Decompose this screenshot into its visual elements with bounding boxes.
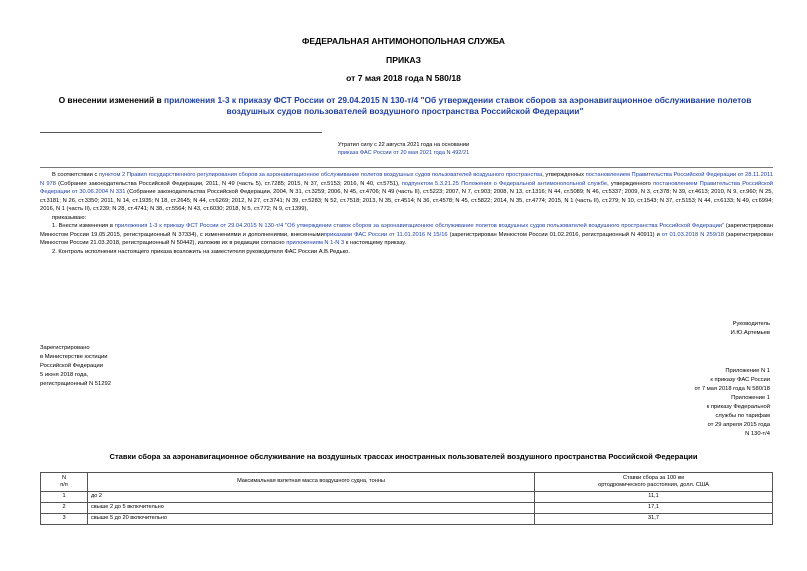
signature-block xyxy=(731,320,770,337)
cell-rate: 31,7 xyxy=(535,514,773,525)
document-body xyxy=(40,171,773,256)
signature-position: Руководитель xyxy=(732,321,770,327)
appendix-line: от 7 мая 2018 года N 580/18 xyxy=(694,385,770,392)
paragraph-order: приказываю: xyxy=(52,214,87,221)
header-mass: Максимальная взлетная масса воздушного судна, тонны xyxy=(88,473,535,492)
appendix-block xyxy=(695,367,771,439)
header-text: п/п xyxy=(60,482,68,488)
cell-rate: 11,1 xyxy=(535,492,773,503)
text: (зарегистрирован Минюстом России 19.05.2015, регистрационный N 37334), с изменениями и дополнениями, внесенными xyxy=(40,223,773,238)
table-row xyxy=(41,492,773,503)
header-text: N xyxy=(61,474,67,481)
registration-block xyxy=(40,344,111,389)
header-rate xyxy=(535,473,773,492)
header-text: Ставки сбора за 100 км xyxy=(622,474,685,481)
paragraph-item-2: 2. Контроль исполнения настоящего приказа возложить на заместителя руководителя ФАС России А.В.Редько. xyxy=(52,248,350,255)
text: (Собрание законодательства Российской Федерации, 2004, N 31, ст.3259; 2006, N 45, ст.4706; N 49 (часть II), ст.5223; 2007, N 7, ст.903; 2008, N 13, ст.1316; N 44, ст.5089; N 46, ст.5337; 2009, N 3, ст.378; N 39, ст.4613; 2010, N 9, ст.960; N 25, ст.3181; N 26, ст.3350; 2011, N 14, ст.1935; N 18, ст.2645; N 44, ст.6269; 2012, N 27, ст.3741; N 39, ст.5283; N 52, ст.7518; 2013, N 35, ст.4514; N 36, ст.4578; N 45, ст.5822; 2014, N 35, ст.4774; 2015, N 1 (часть II), ст.279; N 10, ст.1543; N 37, ст.5153; N 44, ст.6133; N 49, ст.6994; 2016, N 1 (часть II), ст.239; N 28, ст.4741; N 38, ст.5564; N 43, ст.6030; 2018, N 5, ст.772; N 9, ст.1399), xyxy=(40,189,773,212)
appendix-line: Приложение 1 xyxy=(731,394,770,401)
paragraph-basis xyxy=(40,171,773,214)
registration-line: в Министерстве юстиции xyxy=(40,353,108,360)
rates-table xyxy=(40,472,773,525)
text: 1. Внести изменения в xyxy=(52,223,115,229)
link-orders-fas[interactable]: приказами ФАС России от 11.01.2016 N 15/16 xyxy=(323,231,448,238)
appendix-line: N 130-т/4 xyxy=(745,430,770,437)
title-link[interactable]: приложения 1-3 к приказу ФСТ России от 29.04.2015 N 130-т/4 "Об утверждении ставок сборов за аэронавигационное обслуживание полетов воздушных судов пользователей воздушного пространства Российской Федерации" xyxy=(164,95,752,116)
text: (зарегистрирован Минюстом России 01.02.2016, регистрационный N 40911) и xyxy=(447,231,662,238)
cell-mass: до 2 xyxy=(88,492,535,503)
link-resolution-978[interactable]: постановлением Правительства Российской Федерации от 28.11.2011 N 978 xyxy=(40,172,773,187)
link-order-259[interactable]: от 01.03.2018 N 259/18 xyxy=(661,231,724,238)
header-text: ортодромического расстояния, долл. США xyxy=(598,482,709,488)
registration-line: 5 июня 2018 года, xyxy=(40,371,89,378)
registration-line: регистрационный N 51292 xyxy=(40,380,111,387)
cell-rate: 17,1 xyxy=(535,503,773,514)
text: (зарегистрирован Минюстом России 21.03.2018, регистрационный N 50442), изложив их в редакции согласно xyxy=(40,231,774,246)
appendix-line: к приказу Федеральной xyxy=(706,403,770,410)
paragraph-item-1 xyxy=(40,222,773,248)
appendix-line: от 29 апреля 2015 года xyxy=(707,421,770,428)
header-number xyxy=(41,473,88,492)
document-date-number: от 7 мая 2018 года N 580/18 xyxy=(346,73,461,83)
document-title xyxy=(40,95,770,117)
expiry-note-text: Утратил силу с 22 августа 2021 года на основании xyxy=(337,142,470,148)
text: (Собрание законодательства Российской Федерации, 2011, N 49 (часть 5), ст.7285; 2015, N 37, ст.5153; 2016, N 40, ст.5751), xyxy=(55,180,402,187)
link-appendices[interactable]: приложения 1-3 к приказу ФСТ России от 29.04.2015 N 130-т/4 "Об утверждении ставок сборов за аэронавигационное обслуживание полетов воздушных судов пользователей воздушного пространства Российской Федерации" xyxy=(114,223,725,229)
text: В соответствии с xyxy=(52,172,99,178)
text: , утвержденных xyxy=(542,172,586,178)
table-title: Ставки сбора за аэронавигационное обслуживание на воздушных трассах иностранных пользователей воздушного пространства Российской Федерации xyxy=(109,452,698,461)
table-header-row xyxy=(41,473,773,492)
title-prefix: О внесении изменений в xyxy=(58,95,165,105)
text: , утвержденного xyxy=(607,180,654,187)
cell-number: 2 xyxy=(41,503,88,514)
signature-name: И.Ю.Артемьев xyxy=(730,329,770,336)
table-row xyxy=(41,503,773,514)
document-type: ПРИКАЗ xyxy=(386,55,421,65)
appendix-line: к приказу ФАС России xyxy=(710,376,770,383)
cell-number: 1 xyxy=(41,492,88,503)
cell-mass: свыше 2 до 5 включительно xyxy=(88,503,535,514)
table-row xyxy=(41,514,773,525)
cell-number: 3 xyxy=(41,514,88,525)
cell-mass: свыше 5 до 20 включительно xyxy=(88,514,535,525)
link-rules-item[interactable]: пунктом 2 Правил государственного регулирования сборов за аэронавигационное обслуживание полетов воздушных судов пользователей воздушного пространства xyxy=(98,172,543,178)
link-fas-regulation[interactable]: подпунктом 5.3.21.25 Положения о Федеральной антимонопольной службе xyxy=(401,180,608,187)
expiry-note xyxy=(0,141,807,158)
registration-line: Зарегистрировано xyxy=(40,345,90,351)
text: к настоящему приказу. xyxy=(344,240,407,246)
divider-long xyxy=(40,167,773,168)
agency-name: ФЕДЕРАЛЬНАЯ АНТИМОНОПОЛЬНАЯ СЛУЖБА xyxy=(302,36,505,46)
appendix-line: Приложение N 1 xyxy=(725,368,770,374)
appendix-line: службы по тарифам xyxy=(715,412,770,419)
link-resolution-331[interactable]: постановлением Правительства Российской Федерации от 30.06.2004 N 331 xyxy=(40,180,774,195)
expiry-note-link[interactable]: приказа ФАС России от 20 мая 2021 года N 492/21 xyxy=(337,150,470,157)
divider-short xyxy=(40,132,322,133)
registration-line: Российской Федерации xyxy=(40,362,104,369)
link-appendix-1-3[interactable]: приложениям N 1-N 3 xyxy=(286,240,345,246)
